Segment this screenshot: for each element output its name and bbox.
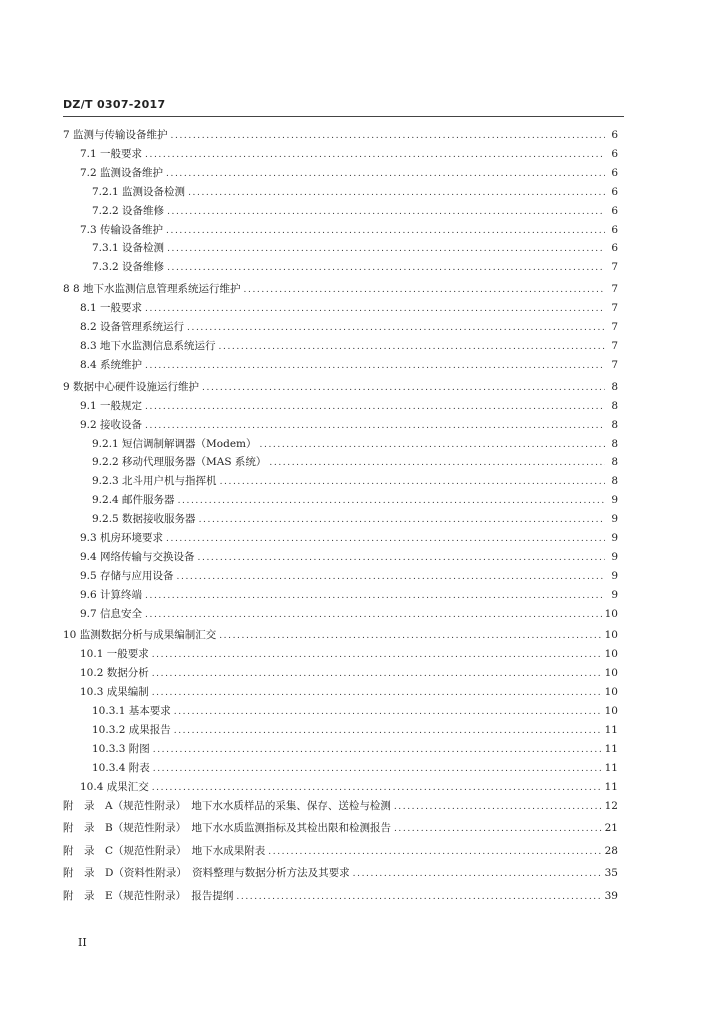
toc-leader-dots bbox=[153, 745, 602, 755]
toc-entry-page: 7 bbox=[611, 358, 618, 371]
toc-leader-dots bbox=[166, 534, 605, 544]
page-number: II bbox=[78, 936, 87, 949]
toc-leader-dots bbox=[167, 207, 605, 217]
toc-leader-dots bbox=[167, 263, 605, 273]
toc-entry-page: 6 bbox=[611, 242, 618, 255]
toc-entry-title: 8.4 系统维护 bbox=[80, 358, 143, 371]
toc-leader-dots bbox=[152, 650, 602, 660]
toc-entry[interactable] bbox=[63, 127, 618, 146]
toc-leader-dots bbox=[152, 783, 602, 793]
toc-entry-page: 10 bbox=[604, 629, 618, 642]
toc-entry-title: 附 录 D（资料性附录） 资料整理与数据分析方法及其要求 bbox=[63, 867, 350, 880]
toc-entry[interactable] bbox=[63, 722, 618, 741]
toc-entry[interactable] bbox=[63, 319, 618, 338]
toc-appendix-entry[interactable] bbox=[63, 865, 618, 888]
toc-leader-dots bbox=[219, 342, 605, 352]
toc-leader-dots bbox=[394, 802, 602, 812]
toc-leader-dots bbox=[152, 669, 602, 679]
document-id-header: DZ/T 0307-2017 bbox=[63, 98, 166, 111]
toc-entry-page: 8 bbox=[611, 418, 618, 431]
toc-entry-title: 9.2.1 短信调制解调器（Modem） bbox=[92, 437, 257, 450]
toc-entry-page: 9 bbox=[611, 569, 618, 582]
toc-leader-dots bbox=[353, 869, 602, 879]
toc-leader-dots bbox=[145, 402, 605, 412]
toc-entry-page: 9 bbox=[611, 513, 618, 526]
toc-entry-title: 10.3.3 附图 bbox=[92, 742, 150, 755]
toc-entry-page: 7 bbox=[611, 302, 618, 315]
toc-entry[interactable] bbox=[63, 741, 618, 760]
toc-entry-title: 10.1 一般要求 bbox=[80, 648, 149, 661]
toc-appendix-entry[interactable] bbox=[63, 843, 618, 866]
toc-entry-title: 8.2 设备管理系统运行 bbox=[80, 321, 185, 334]
toc-leader-dots bbox=[236, 892, 601, 902]
toc-entry-page: 39 bbox=[604, 889, 618, 902]
toc-appendix-entry[interactable] bbox=[63, 798, 618, 821]
toc-entry[interactable] bbox=[63, 492, 618, 511]
table-of-contents bbox=[63, 127, 618, 910]
toc-entry[interactable] bbox=[63, 760, 618, 779]
toc-entry-page: 11 bbox=[604, 724, 618, 737]
toc-leader-dots bbox=[145, 150, 605, 160]
toc-entry-page: 9 bbox=[611, 494, 618, 507]
toc-entry[interactable] bbox=[63, 259, 618, 278]
toc-entry-title: 附 录 C（规范性附录） 地下水成果附表 bbox=[63, 844, 266, 857]
toc-entry[interactable] bbox=[63, 338, 618, 357]
toc-entry-page: 9 bbox=[611, 588, 618, 601]
toc-leader-dots bbox=[166, 169, 605, 179]
toc-entry[interactable] bbox=[63, 779, 618, 798]
toc-leader-dots bbox=[178, 496, 605, 506]
toc-entry[interactable] bbox=[63, 165, 618, 184]
toc-entry[interactable] bbox=[63, 240, 618, 259]
toc-entry-page: 8 bbox=[611, 475, 618, 488]
toc-entry-page: 10 bbox=[604, 667, 618, 680]
toc-entry-title: 7.2.1 监测设备检测 bbox=[92, 185, 186, 198]
toc-entry[interactable] bbox=[63, 627, 618, 646]
toc-entry-title: 10.2 数据分析 bbox=[80, 667, 149, 680]
toc-entry-title: 10.4 成果汇交 bbox=[80, 780, 149, 793]
toc-entry-page: 9 bbox=[611, 550, 618, 563]
toc-leader-dots bbox=[219, 631, 601, 641]
toc-leader-dots bbox=[167, 244, 605, 254]
toc-entry-title: 9.6 计算终端 bbox=[80, 588, 143, 601]
toc-entry[interactable] bbox=[63, 436, 618, 455]
toc-entry-page: 10 bbox=[604, 607, 618, 620]
toc-entry-page: 7 bbox=[611, 261, 618, 274]
toc-leader-dots bbox=[145, 591, 605, 601]
toc-leader-dots bbox=[153, 764, 602, 774]
toc-entry-title: 10.3 成果编制 bbox=[80, 686, 149, 699]
toc-entry[interactable] bbox=[63, 703, 618, 722]
toc-entry-title: 7.2.2 设备维修 bbox=[92, 204, 165, 217]
toc-entry[interactable] bbox=[63, 222, 618, 241]
toc-leader-dots bbox=[145, 304, 605, 314]
toc-leader-dots bbox=[220, 477, 605, 487]
toc-entry-title: 10 监测数据分析与成果编制汇交 bbox=[63, 629, 217, 642]
toc-leader-dots bbox=[174, 707, 602, 717]
toc-entry[interactable] bbox=[63, 300, 618, 319]
toc-entry-page: 6 bbox=[611, 223, 618, 236]
toc-entry-title: 10.3.1 基本要求 bbox=[92, 705, 171, 718]
toc-leader-dots bbox=[394, 824, 602, 834]
toc-entry[interactable] bbox=[63, 606, 618, 625]
toc-entry[interactable] bbox=[63, 530, 618, 549]
toc-entry[interactable] bbox=[63, 454, 618, 473]
toc-entry[interactable] bbox=[63, 684, 618, 703]
toc-leader-dots bbox=[269, 458, 605, 468]
toc-leader-dots bbox=[171, 131, 605, 141]
toc-entry[interactable] bbox=[63, 473, 618, 492]
toc-entry-page: 6 bbox=[611, 185, 618, 198]
toc-entry-title: 9.1 一般规定 bbox=[80, 399, 143, 412]
toc-entry-page: 7 bbox=[611, 283, 618, 296]
toc-leader-dots bbox=[145, 610, 602, 620]
toc-entry-page: 11 bbox=[604, 742, 618, 755]
toc-leader-dots bbox=[145, 421, 605, 431]
toc-entry-title: 附 录 B（规范性附录） 地下水水质监测指标及其检出限和检测报告 bbox=[63, 822, 391, 835]
toc-entry[interactable] bbox=[63, 184, 618, 203]
toc-entry-title: 附 录 A（规范性附录） 地下水水质样品的采集、保存、送检与检测 bbox=[63, 799, 391, 812]
toc-leader-dots bbox=[166, 226, 605, 236]
toc-entry-page: 7 bbox=[611, 340, 618, 353]
toc-entry-title: 8.1 一般要求 bbox=[80, 302, 143, 315]
toc-entry-title: 8 8 地下水监测信息管理系统运行维护 bbox=[63, 283, 241, 296]
toc-leader-dots bbox=[174, 726, 602, 736]
toc-entry[interactable] bbox=[63, 417, 618, 436]
toc-leader-dots bbox=[202, 383, 605, 393]
toc-entry-page: 9 bbox=[611, 532, 618, 545]
toc-entry-title: 9.2.4 邮件服务器 bbox=[92, 494, 175, 507]
toc-entry-title: 9.5 存储与应用设备 bbox=[80, 569, 174, 582]
toc-entry-title: 9.2.3 北斗用户机与指挥机 bbox=[92, 475, 217, 488]
toc-entry[interactable] bbox=[63, 587, 618, 606]
toc-leader-dots bbox=[145, 361, 605, 371]
toc-entry-page: 10 bbox=[604, 705, 618, 718]
toc-entry-title: 9.2.5 数据接收服务器 bbox=[92, 513, 196, 526]
toc-entry[interactable] bbox=[63, 146, 618, 165]
toc-entry-page: 7 bbox=[611, 321, 618, 334]
toc-entry-title: 7.3.2 设备维修 bbox=[92, 261, 165, 274]
toc-entry-title: 9.4 网络传输与交换设备 bbox=[80, 550, 195, 563]
toc-leader-dots bbox=[260, 440, 605, 450]
toc-entry[interactable] bbox=[63, 357, 618, 376]
toc-entry[interactable] bbox=[63, 379, 618, 398]
toc-entry-page: 6 bbox=[611, 204, 618, 217]
toc-leader-dots bbox=[199, 515, 605, 525]
toc-entry-page: 6 bbox=[611, 148, 618, 160]
toc-entry-page: 8 bbox=[611, 456, 618, 469]
toc-entry-page: 8 bbox=[611, 437, 618, 450]
toc-entry[interactable] bbox=[63, 511, 618, 530]
toc-entry-page: 8 bbox=[611, 399, 618, 412]
toc-entry-title: 7.2 监测设备维护 bbox=[80, 166, 164, 179]
toc-entry[interactable] bbox=[63, 398, 618, 417]
toc-entry[interactable] bbox=[63, 203, 618, 222]
toc-entry-title: 9.3 机房环境要求 bbox=[80, 532, 164, 545]
header-rule bbox=[63, 116, 624, 117]
toc-appendix-entry[interactable] bbox=[63, 820, 618, 843]
toc-leader-dots bbox=[188, 188, 605, 198]
toc-entry-page: 12 bbox=[604, 799, 618, 812]
toc-leader-dots bbox=[244, 285, 605, 295]
toc-entry-title: 7.1 一般要求 bbox=[80, 148, 143, 160]
toc-entry-page: 6 bbox=[611, 129, 618, 141]
toc-entry[interactable] bbox=[63, 568, 618, 587]
toc-entry-page: 11 bbox=[604, 761, 618, 774]
toc-entry-page: 10 bbox=[604, 648, 618, 661]
toc-appendix-entry[interactable] bbox=[63, 888, 618, 911]
toc-entry-title: 10.3.2 成果报告 bbox=[92, 724, 171, 737]
toc-entry-title: 9.7 信息安全 bbox=[80, 607, 143, 620]
toc-entry-page: 28 bbox=[604, 844, 618, 857]
toc-entry-page: 10 bbox=[604, 686, 618, 699]
toc-entry[interactable] bbox=[63, 281, 618, 300]
toc-leader-dots bbox=[187, 323, 605, 333]
toc-entry-page: 35 bbox=[604, 867, 618, 880]
toc-entry-page: 21 bbox=[604, 822, 618, 835]
toc-entry-title: 9 数据中心硬件设施运行维护 bbox=[63, 380, 200, 393]
toc-entry-title: 8.3 地下水监测信息系统运行 bbox=[80, 340, 216, 353]
toc-leader-dots bbox=[268, 847, 601, 857]
toc-entry-title: 10.3.4 附表 bbox=[92, 761, 150, 774]
toc-entry-title: 9.2 接收设备 bbox=[80, 418, 143, 431]
toc-leader-dots bbox=[177, 572, 605, 582]
toc-entry[interactable] bbox=[63, 549, 618, 568]
toc-entry-page: 6 bbox=[611, 166, 618, 179]
toc-entry-title: 附 录 E（规范性附录） 报告提纲 bbox=[63, 889, 234, 902]
toc-entry-title: 7.3.1 设备检测 bbox=[92, 242, 165, 255]
toc-leader-dots bbox=[198, 553, 605, 563]
toc-entry-title: 7 监测与传输设备维护 bbox=[63, 129, 168, 141]
toc-entry-page: 8 bbox=[611, 380, 618, 393]
toc-entry-title: 7.3 传输设备维护 bbox=[80, 223, 164, 236]
toc-entry[interactable] bbox=[63, 665, 618, 684]
toc-entry-page: 11 bbox=[604, 780, 618, 793]
toc-leader-dots bbox=[152, 688, 602, 698]
toc-entry[interactable] bbox=[63, 646, 618, 665]
toc-entry-title: 9.2.2 移动代理服务器（MAS 系统） bbox=[92, 456, 267, 469]
